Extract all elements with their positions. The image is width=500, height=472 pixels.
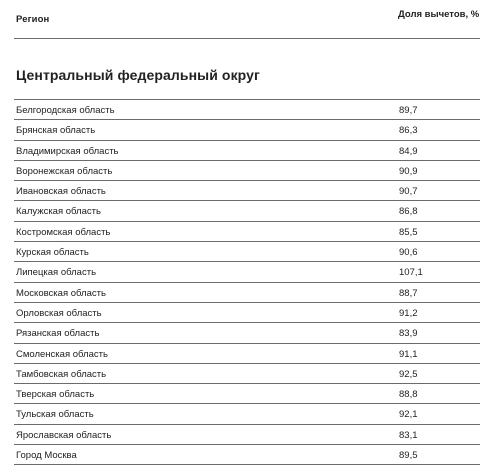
table-row — [14, 425, 480, 445]
region-name: Ивановская область — [16, 186, 106, 198]
deduction-share-value: 92,1 — [399, 409, 418, 421]
deduction-share-value: 92,5 — [399, 368, 418, 380]
deduction-share-value: 90,6 — [399, 247, 418, 259]
region-name: Орловская область — [16, 307, 102, 319]
deduction-share-value: 88,7 — [399, 287, 418, 299]
deduction-share-value: 84,9 — [399, 145, 418, 157]
table-row — [14, 445, 480, 465]
column-header-region: Регион — [16, 14, 50, 25]
table-row — [14, 262, 480, 282]
deduction-share-value: 90,7 — [399, 186, 418, 198]
region-name: Липецкая область — [16, 267, 97, 279]
table-row — [14, 201, 480, 221]
table-header — [14, 6, 480, 39]
table-row — [14, 181, 480, 201]
region-name: Брянская область — [16, 125, 96, 137]
table-row — [14, 384, 480, 404]
section-title: Центральный федеральный округ — [16, 67, 260, 83]
region-name: Рязанская область — [16, 328, 100, 340]
deduction-share-value: 90,9 — [399, 165, 418, 177]
deduction-share-value: 89,7 — [399, 105, 418, 116]
table-row — [14, 100, 480, 120]
region-name: Город Москва — [16, 450, 77, 462]
region-name: Воронежская область — [16, 165, 113, 177]
table-row — [14, 323, 480, 343]
region-name: Смоленская область — [16, 348, 108, 360]
deduction-share-value: 91,2 — [399, 307, 418, 319]
region-name: Тульская область — [16, 409, 94, 421]
column-header-share: Доля вычетов, % — [398, 9, 480, 20]
table-row — [14, 141, 480, 161]
deduction-share-value: 83,1 — [399, 429, 418, 441]
region-name: Ярославская область — [16, 429, 112, 441]
region-name: Тверская область — [16, 389, 95, 401]
data-table — [14, 99, 480, 465]
region-name: Московская область — [16, 287, 106, 299]
table-row — [14, 283, 480, 303]
region-name: Тамбовская область — [16, 368, 107, 380]
region-name: Белгородская область — [16, 105, 115, 116]
table-row — [14, 242, 480, 262]
deduction-share-value: 85,5 — [399, 226, 418, 238]
table-row — [14, 404, 480, 424]
region-name: Калужская область — [16, 206, 101, 218]
table-row — [14, 303, 480, 323]
deduction-share-value: 86,3 — [399, 125, 418, 137]
table-row — [14, 120, 480, 140]
deduction-share-value: 107,1 — [399, 267, 423, 279]
region-name: Костромская область — [16, 226, 111, 238]
deduction-share-value: 86,8 — [399, 206, 418, 218]
region-name: Владимирская область — [16, 145, 119, 157]
table-row — [14, 364, 480, 384]
deduction-share-value: 89,5 — [399, 450, 418, 462]
deduction-share-value: 88,8 — [399, 389, 418, 401]
table-row — [14, 344, 480, 364]
table-row — [14, 161, 480, 181]
deduction-share-value: 91,1 — [399, 348, 418, 360]
table-row — [14, 222, 480, 242]
deduction-share-value: 83,9 — [399, 328, 418, 340]
region-name: Курская область — [16, 247, 89, 259]
